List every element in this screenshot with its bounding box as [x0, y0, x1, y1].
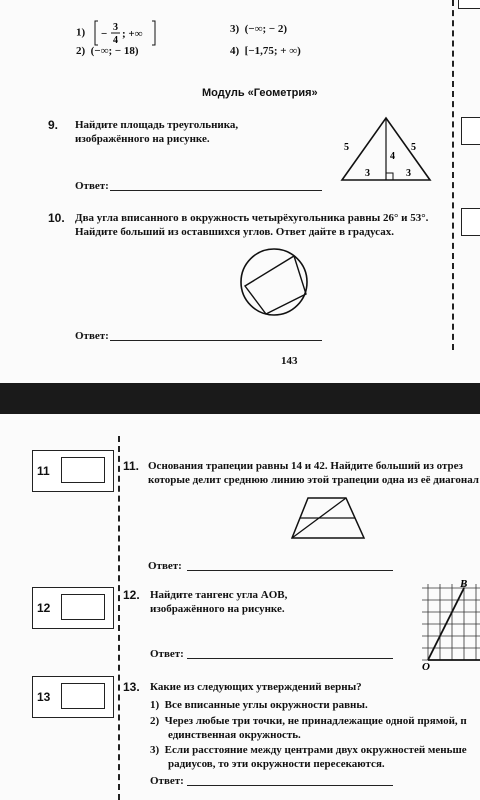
task-12-number: 12. [123, 588, 140, 602]
answer-input-12[interactable] [61, 594, 105, 620]
option-1: 1) − 3 4 ; +∞ [76, 18, 162, 48]
option-2: 2) (−∞; − 18) [76, 45, 139, 57]
point-o-label: O [422, 661, 430, 670]
page-number: 143 [281, 355, 298, 367]
label-base-left: 3 [365, 168, 370, 179]
task-13-item-3: 3) Если расстояние между центрами двух окружностей меньше [150, 744, 467, 756]
task-13-answer-label: Ответ: [150, 775, 184, 787]
task-10-line-1: Два угла вписанного в окружность четырёхугольника равны 26° и 53°. [75, 212, 429, 224]
answer-box-partial [458, 0, 480, 9]
answer-cell-13-label: 13 [37, 690, 51, 704]
task-9-answer-line[interactable] [110, 190, 322, 191]
task-13-question: Какие из следующих утверждений верны? [150, 681, 362, 693]
point-b-label: B [460, 578, 468, 590]
task-11-answer-label: Ответ: [148, 560, 182, 572]
task-9-line-1: Найдите площадь треугольника, [75, 119, 239, 131]
label-left-side: 5 [344, 142, 349, 153]
task-11-number: 11. [123, 459, 140, 473]
answer-cell-11 [32, 450, 114, 492]
task-13-item-3-cont: радиусов, то эти окружности пересекаются. [168, 758, 385, 770]
task-13-number: 13. [123, 680, 140, 694]
task-13-item-2: 2) Через любые три точки, не принадлежащие одной прямой, п [150, 715, 467, 727]
task-9-answer-label: Ответ: [75, 180, 109, 192]
grid-angle-figure [420, 578, 480, 670]
bottom-page [0, 414, 480, 800]
task-13-item-1: 1) Все вписанные углы окружности равны. [150, 699, 368, 711]
label-base-right: 3 [406, 168, 411, 179]
answer-box-10[interactable] [461, 208, 480, 236]
svg-text:−: − [100, 28, 108, 40]
answer-input-11[interactable] [61, 457, 105, 483]
task-13-item-2-cont: единственная окружность. [168, 729, 301, 741]
option-3: 3) (−∞; − 2) [230, 23, 288, 35]
answer-cell-12 [32, 587, 114, 629]
answer-input-13[interactable] [61, 683, 105, 709]
triangle-figure [338, 114, 440, 186]
task-11-answer-line[interactable] [187, 570, 393, 571]
margin-dashed-line [118, 436, 120, 800]
task-13-answer-line[interactable] [187, 785, 393, 786]
top-page [0, 0, 480, 383]
label-right-side: 5 [411, 142, 416, 153]
margin-dashed-line [452, 0, 454, 350]
inscribed-quadrilateral-figure [238, 246, 312, 320]
task-12-line-1: Найдите тангенс угла AOB, [150, 589, 288, 601]
task-11-line-1: Основания трапеции равны 14 и 42. Найдите больший из отрез [148, 460, 463, 472]
task-9-number: 9. [48, 118, 59, 132]
label-height: 4 [390, 151, 395, 162]
task-9-line-2: изображённого на рисунке. [75, 133, 210, 145]
module-title: Модуль «Геометрия» [202, 87, 318, 99]
task-12-line-2: изображённого на рисунке. [150, 603, 285, 615]
task-12-answer-label: Ответ: [150, 648, 184, 660]
task-12-answer-line[interactable] [187, 658, 393, 659]
task-10-answer-line[interactable] [110, 340, 322, 341]
option-4: 4) [−1,75; + ∞) [230, 45, 301, 57]
task-11-line-2: которые делит среднюю линию этой трапеции одна из её диагонал [148, 474, 479, 486]
answer-box-9[interactable] [461, 117, 480, 145]
task-10-line-2: Найдите больший из оставшихся углов. Ответ дайте в градусах. [75, 226, 394, 238]
trapezoid-figure [290, 494, 370, 542]
svg-text:3: 3 [112, 22, 118, 33]
answer-cell-13 [32, 676, 114, 718]
svg-text:4: 4 [112, 35, 118, 46]
answer-cell-12-label: 12 [37, 601, 51, 615]
svg-text:; +∞: ; +∞ [121, 28, 143, 40]
task-10-answer-label: Ответ: [75, 330, 109, 342]
answer-cell-11-label: 11 [37, 464, 50, 478]
task-10-number: 10. [48, 211, 65, 225]
